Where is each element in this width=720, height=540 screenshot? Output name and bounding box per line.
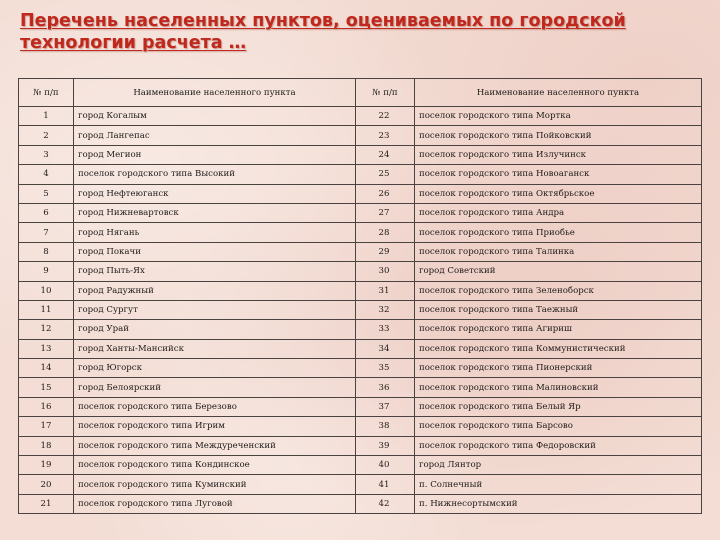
cell-name-right: поселок городского типа Талинка <box>415 242 702 261</box>
cell-name-left: город Урай <box>74 320 356 339</box>
cell-number-left: 12 <box>19 320 74 339</box>
cell-name-left: поселок городского типа Игрим <box>74 417 356 436</box>
cell-name-right: п. Нижнесортымский <box>415 494 702 513</box>
cell-number-right: 39 <box>356 436 415 455</box>
cell-name-right: поселок городского типа Малиновский <box>415 378 702 397</box>
cell-number-right: 41 <box>356 475 415 494</box>
cell-name-left: поселок городского типа Луговой <box>74 494 356 513</box>
cell-number-left: 11 <box>19 300 74 319</box>
cell-name-right: поселок городского типа Барсово <box>415 417 702 436</box>
table-row <box>19 126 702 145</box>
cell-name-left: город Сургут <box>74 300 356 319</box>
cell-number-left: 1 <box>19 107 74 126</box>
cell-number-left: 4 <box>19 165 74 184</box>
cell-name-left: город Нижневартовск <box>74 203 356 222</box>
cell-number-right: 36 <box>356 378 415 397</box>
cell-number-right: 35 <box>356 359 415 378</box>
cell-name-right: город Советский <box>415 262 702 281</box>
table-row <box>19 107 702 126</box>
cell-name-right: поселок городского типа Октябрьское <box>415 184 702 203</box>
table-row <box>19 184 702 203</box>
cell-number-right: 30 <box>356 262 415 281</box>
cell-name-right: поселок городского типа Мортка <box>415 107 702 126</box>
cell-number-left: 13 <box>19 339 74 358</box>
cell-name-right: поселок городского типа Приобье <box>415 223 702 242</box>
cell-name-left: город Югорск <box>74 359 356 378</box>
table-row <box>19 397 702 416</box>
cell-name-left: город Нефтеюганск <box>74 184 356 203</box>
cell-name-left: поселок городского типа Березово <box>74 397 356 416</box>
table-body <box>19 107 702 514</box>
table-row <box>19 165 702 184</box>
page-title <box>20 10 700 54</box>
cell-number-left: 7 <box>19 223 74 242</box>
cell-number-right: 34 <box>356 339 415 358</box>
cell-number-left: 5 <box>19 184 74 203</box>
cell-number-left: 6 <box>19 203 74 222</box>
header-number-left: № п/п <box>19 79 74 107</box>
cell-number-right: 26 <box>356 184 415 203</box>
cell-number-right: 22 <box>356 107 415 126</box>
page-title-line-2: технологии расчета … <box>20 33 247 53</box>
cell-name-left: город Когалым <box>74 107 356 126</box>
cell-number-left: 3 <box>19 145 74 164</box>
header-number-right: № п/п <box>356 79 415 107</box>
cell-number-right: 31 <box>356 281 415 300</box>
cell-name-left: поселок городского типа Куминский <box>74 475 356 494</box>
cell-number-right: 29 <box>356 242 415 261</box>
header-name-right: Наименование населенного пункта <box>415 79 702 107</box>
cell-name-left: город Белоярский <box>74 378 356 397</box>
table-row <box>19 223 702 242</box>
cell-name-left: город Нягань <box>74 223 356 242</box>
cell-name-right: п. Солнечный <box>415 475 702 494</box>
table-row <box>19 262 702 281</box>
cell-number-left: 10 <box>19 281 74 300</box>
cell-number-left: 20 <box>19 475 74 494</box>
cell-name-right: поселок городского типа Федоровский <box>415 436 702 455</box>
cell-number-left: 16 <box>19 397 74 416</box>
cell-number-right: 42 <box>356 494 415 513</box>
cell-name-right: поселок городского типа Белый Яр <box>415 397 702 416</box>
cell-name-left: поселок городского типа Междуреченский <box>74 436 356 455</box>
cell-name-right: поселок городского типа Новоаганск <box>415 165 702 184</box>
table-row <box>19 320 702 339</box>
cell-name-right: поселок городского типа Коммунистический <box>415 339 702 358</box>
table-row <box>19 242 702 261</box>
table-row <box>19 436 702 455</box>
cell-number-left: 2 <box>19 126 74 145</box>
cell-number-left: 9 <box>19 262 74 281</box>
cell-number-right: 38 <box>356 417 415 436</box>
cell-number-right: 23 <box>356 126 415 145</box>
cell-name-left: город Ханты-Мансийск <box>74 339 356 358</box>
table-header-row <box>19 79 702 107</box>
cell-number-left: 17 <box>19 417 74 436</box>
cell-name-left: город Покачи <box>74 242 356 261</box>
table-row <box>19 378 702 397</box>
cell-name-left: город Пыть-Ях <box>74 262 356 281</box>
cell-name-right: поселок городского типа Зеленоборск <box>415 281 702 300</box>
cell-number-right: 25 <box>356 165 415 184</box>
cell-name-right: поселок городского типа Агириш <box>415 320 702 339</box>
table-row <box>19 359 702 378</box>
cell-number-right: 40 <box>356 456 415 475</box>
cell-name-right: поселок городского типа Излучинск <box>415 145 702 164</box>
cell-name-right: город Лянтор <box>415 456 702 475</box>
cell-number-left: 15 <box>19 378 74 397</box>
cell-name-left: поселок городского типа Кондинское <box>74 456 356 475</box>
table-row <box>19 145 702 164</box>
cell-number-right: 32 <box>356 300 415 319</box>
page-title-line-1: Перечень населенных пунктов, оцениваемых по городской <box>20 11 626 31</box>
cell-number-left: 19 <box>19 456 74 475</box>
table-row <box>19 456 702 475</box>
cell-number-left: 14 <box>19 359 74 378</box>
cell-number-right: 37 <box>356 397 415 416</box>
cell-number-left: 18 <box>19 436 74 455</box>
cell-name-right: поселок городского типа Пойковский <box>415 126 702 145</box>
settlements-table-container <box>18 78 701 514</box>
cell-number-left: 8 <box>19 242 74 261</box>
table-row <box>19 475 702 494</box>
settlements-table <box>18 78 702 514</box>
cell-name-left: поселок городского типа Высокий <box>74 165 356 184</box>
table-row <box>19 417 702 436</box>
cell-name-left: город Лангепас <box>74 126 356 145</box>
table-row <box>19 339 702 358</box>
cell-number-right: 28 <box>356 223 415 242</box>
table-row <box>19 203 702 222</box>
cell-name-right: поселок городского типа Пионерский <box>415 359 702 378</box>
cell-name-right: поселок городского типа Таежный <box>415 300 702 319</box>
table-row <box>19 281 702 300</box>
cell-number-left: 21 <box>19 494 74 513</box>
cell-name-right: поселок городского типа Андра <box>415 203 702 222</box>
cell-number-right: 27 <box>356 203 415 222</box>
table-row <box>19 300 702 319</box>
table-row <box>19 494 702 513</box>
cell-name-left: город Мегион <box>74 145 356 164</box>
cell-number-right: 33 <box>356 320 415 339</box>
cell-name-left: город Радужный <box>74 281 356 300</box>
header-name-left: Наименование населенного пункта <box>74 79 356 107</box>
cell-number-right: 24 <box>356 145 415 164</box>
